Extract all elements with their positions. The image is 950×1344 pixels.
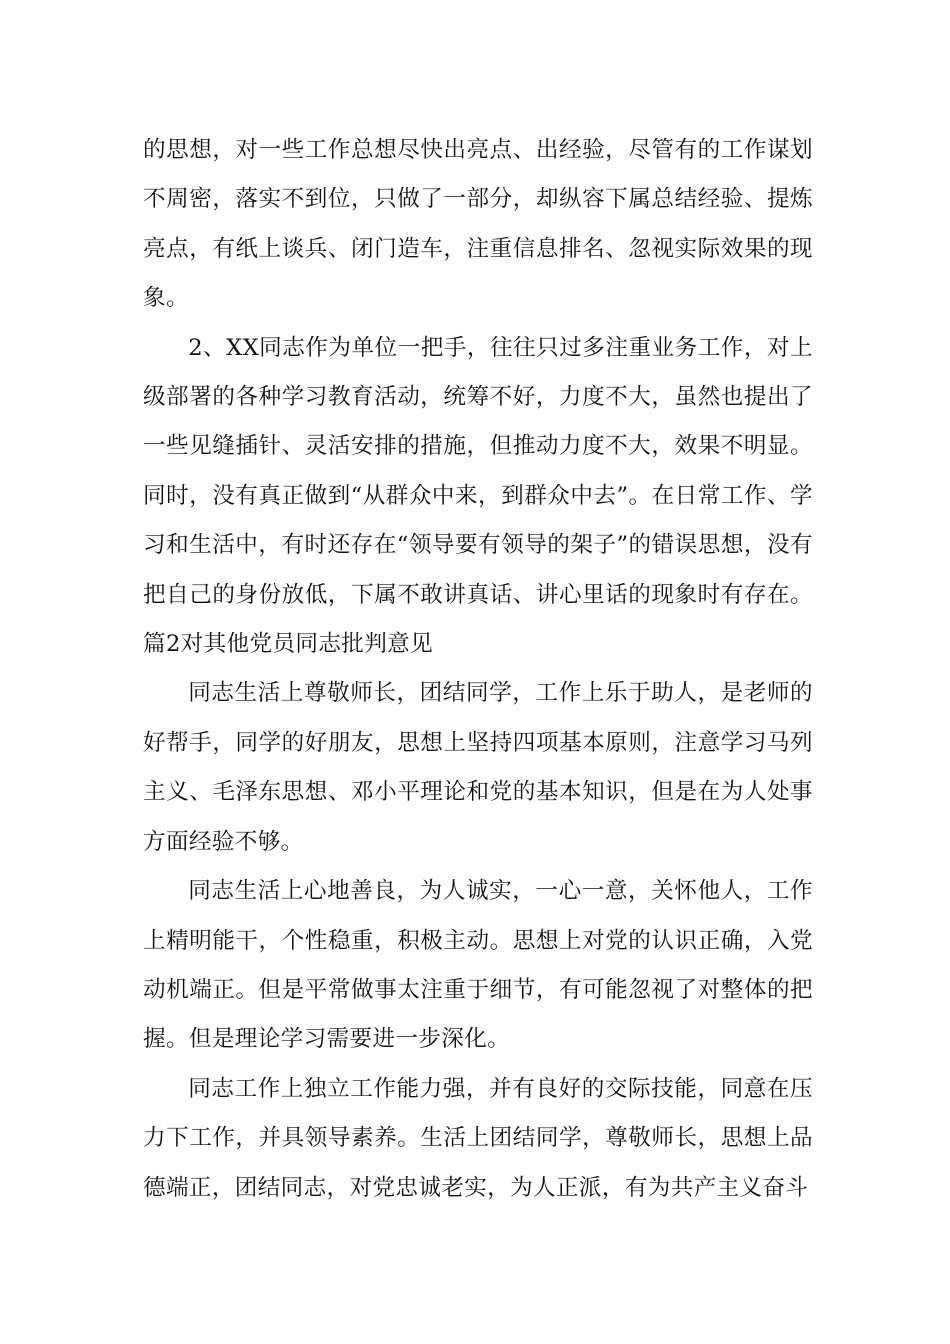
- paragraph-1: 的思想，对一些工作总想尽快出亮点、出经验，尽管有的工作谋划不周密，落实不到位，只做了一部分，却纵容下属总结经验、提炼亮点，有纸上谈兵、闭门造车，注重信息排名、忽视实际效果的现象。: [143, 137, 813, 312]
- document-body: [143, 126, 813, 1213]
- paragraph-4: 同志生活上心地善良，为人诚实，一心一意，关怀他人，工作上精明能干，个性稳重，积极主动。思想上对党的认识正确，入党动机端正。但是平常做事太注重于细节，有可能忽视了对整体的把握。但是理论学习需要进一步深化。: [143, 878, 813, 1053]
- paragraph-3: 同志生活上尊敬师长，团结同学，工作上乐于助人，是老师的好帮手，同学的好朋友，思想上坚持四项基本原则，注意学习马列主义、毛泽东思想、邓小平理论和党的基本知识，但是在为人处事方面经验不够。: [143, 680, 813, 855]
- paragraph-5: 同志工作上独立工作能力强，并有良好的交际技能，同意在压力下工作，并具领导素养。生活上团结同学，尊敬师长，思想上品德端正，团结同志，对党忠诚老实，为人正派，有为共产主义奋斗: [143, 1075, 813, 1201]
- paragraph-2: 2、XX同志作为单位一把手，往往只过多注重业务工作，对上级部署的各种学习教育活动，统筹不好，力度不大，虽然也提出了一些见缝插针、灵活安排的措施，但推动力度不大，效果不明显。同时，没有真正做到“从群众中来，到群众中去”。在日常工作、学习和生活中，有时还存在“领导要有领导的架子”的错误思想，没有把自己的身份放低，下属不敢讲真话、讲心里话的现象时有存在。篇2对其他党员同志批判意见: [143, 334, 813, 658]
